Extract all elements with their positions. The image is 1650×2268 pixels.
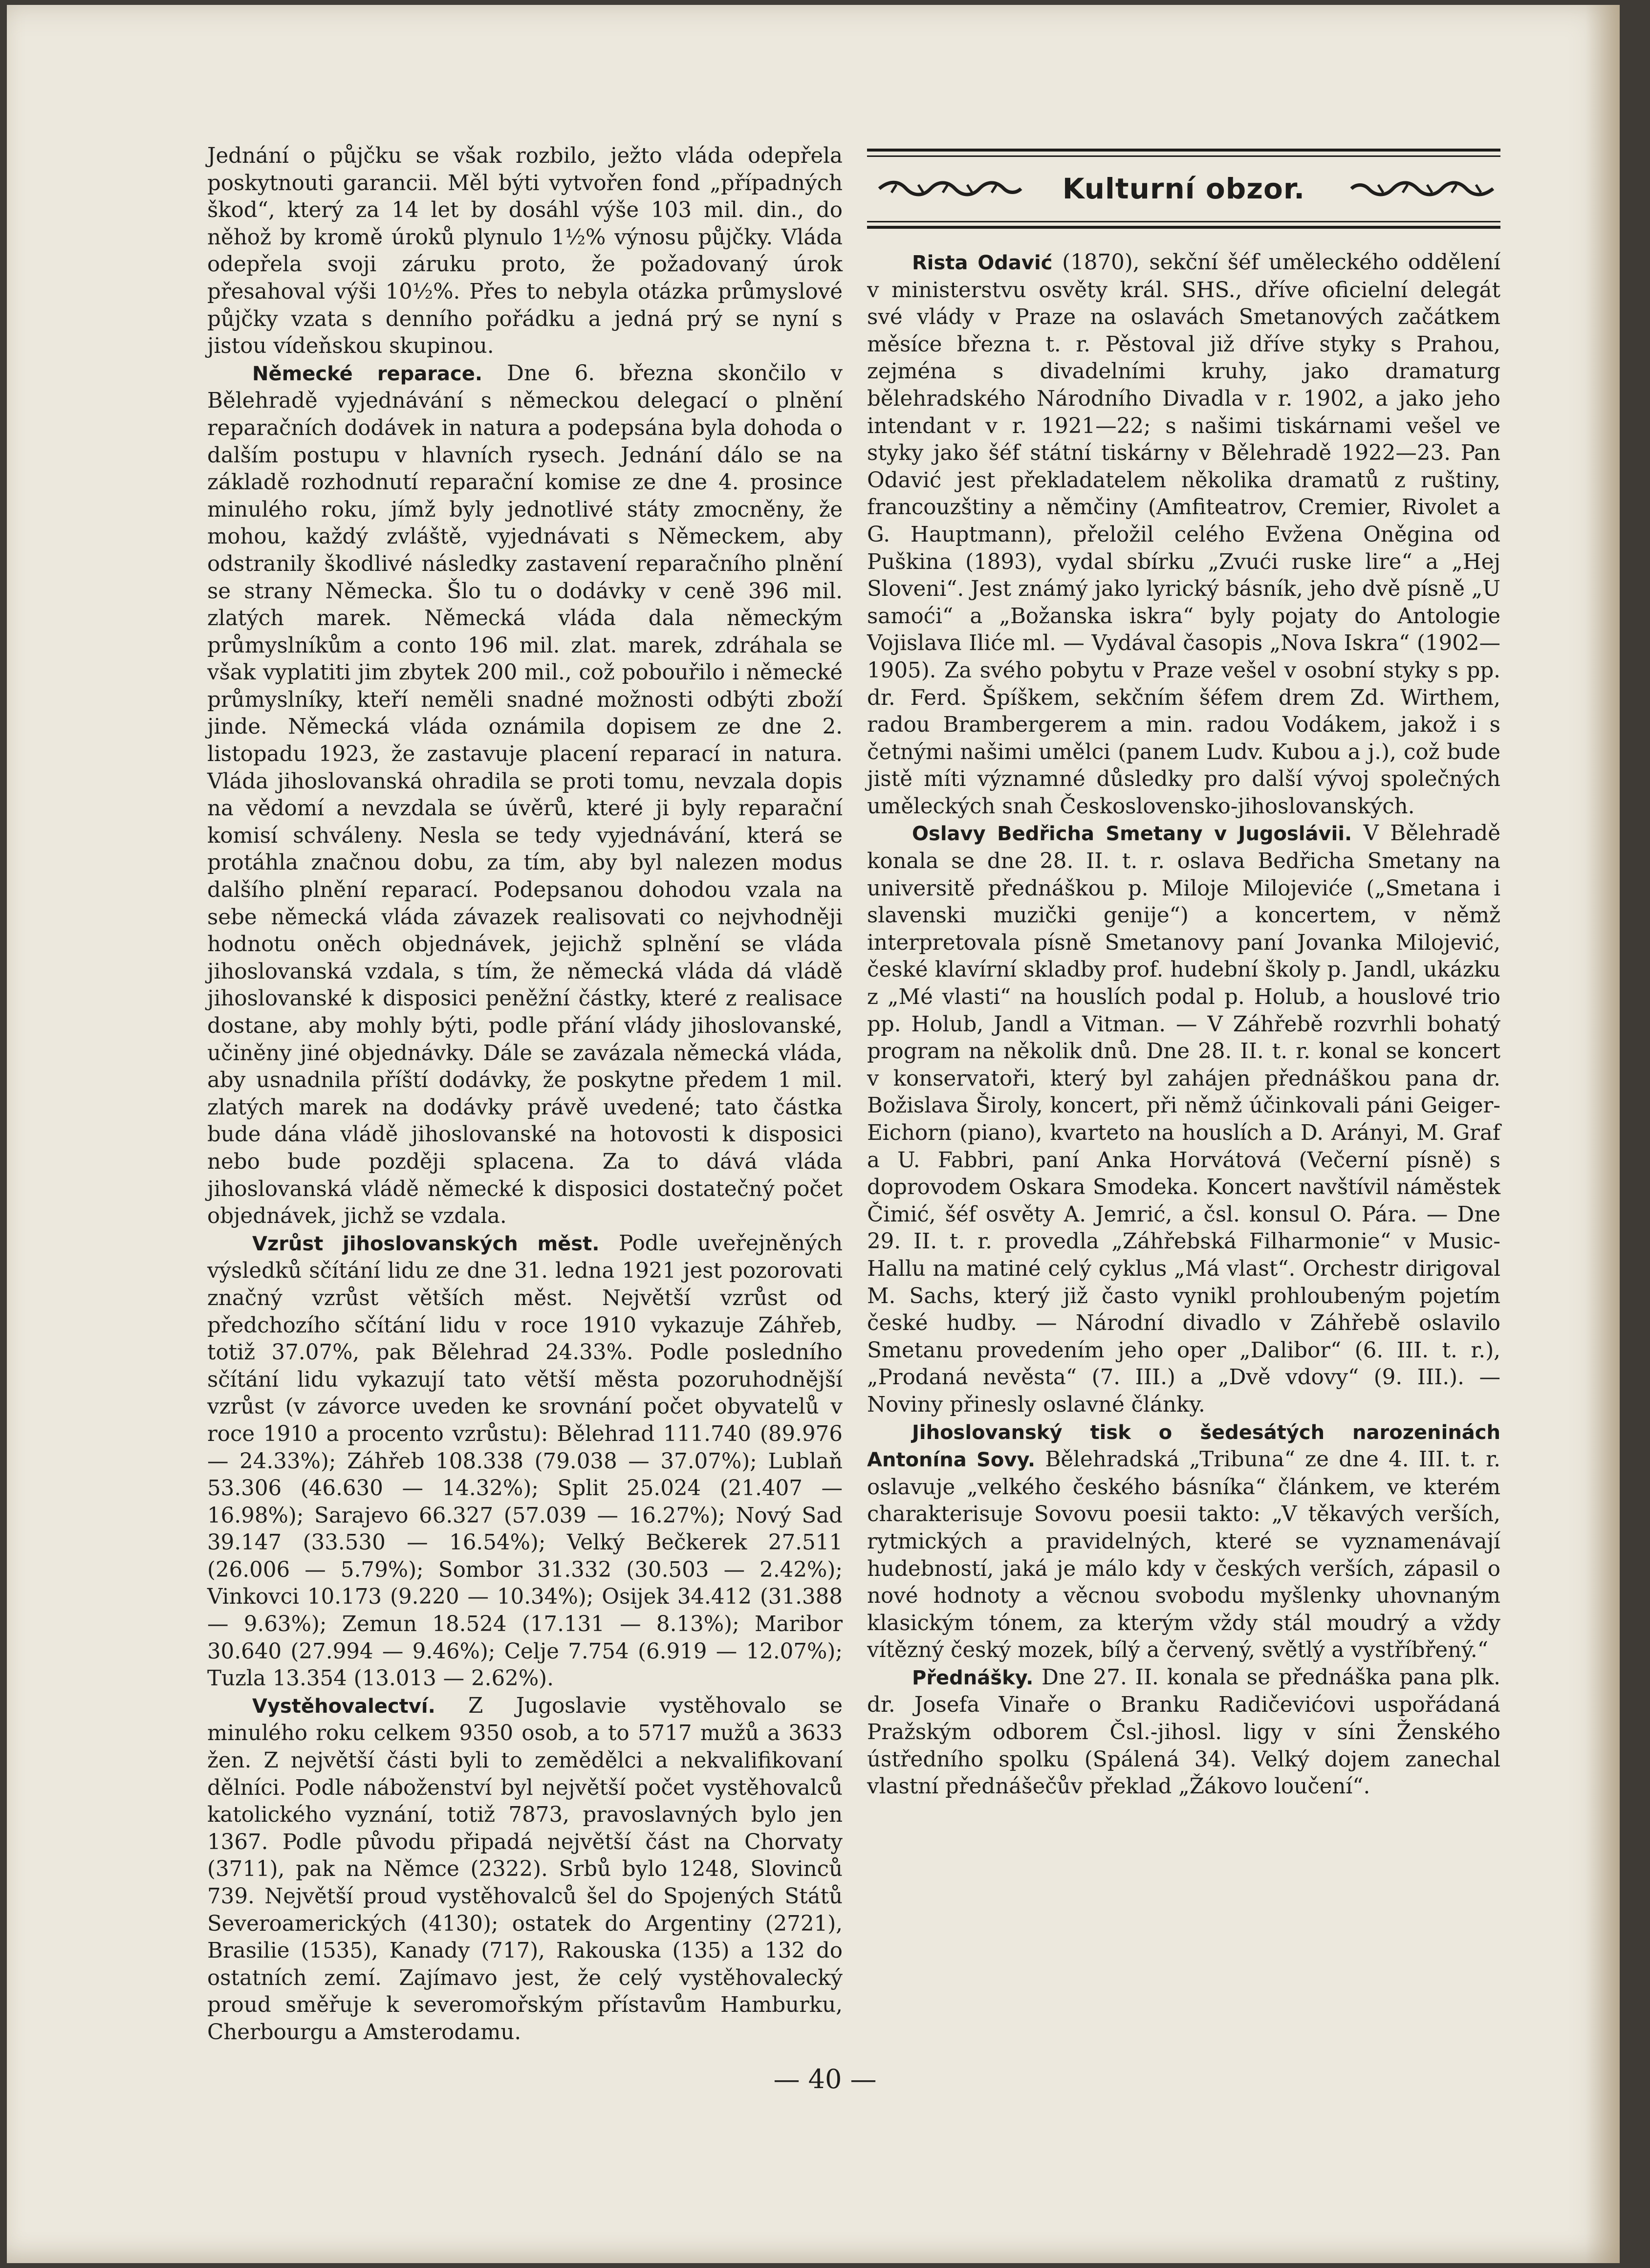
paragraph-heading: Vzrůst jihoslovanských měst. [252,1232,600,1255]
paragraph-text: Bělehradská „Tribuna“ ze dne 4. III. t. r. oslavuje „velkého českého básníka“ článkem, ve kterém charakterisuje Sovovu poesii takto: „V těkavých verších, rytmických a pravidelných, které se vyznamenávají hudebností, jaká je málo kdy v českých verších, zápasil o nové hodnoty a věcnou svobodu myšlenky uhovnaným klasickým tónem, za kterým vždy stál moudrý a vždy vítězný český mozek, bílý a červený, světlý a vystříbřený.“ [867,1447,1501,1663]
header-rule [867,155,1500,157]
paragraph-text: (1870), sekční šéf uměleckého oddělení v ministerstvu osvěty král. SHS., dříve oficielní delegát své vlády v Praze na oslavách Smetanových začátkem měsíce března t. r. Pěstoval již dříve styky s Prahou, zejména s divadelními kruhy, jako dramaturg bělehradského Národního Divadla v r. 1902, a jako jeho intendant v r. 1921—22; s našimi tiskárnami vešel ve styky jako šéf státní tiskárny v Bělehradě 1922—23. Pan Odavić jest překladatelem několika dramatů z ruštiny, francouzštiny a němčiny (Amfiteatrov, Cremier, Rivolet a G. Hauptmann), přeložil celého Evžena Oněgina od Puškina (1893), vydal sbírku „Zvući ruske lire“ a „Hej Sloveni“. Jest známý jako lyrický básník, jeho dvě písně „U samoći“ a „Božanska iskra“ byly pojaty do Antologie Vojislava Iliće ml. — Vydával časopis „Nova Iskra“ (1902—1905). Za svého pobytu v Praze vešel v osobní styky s pp. dr. Ferd. Špíškem, sekčním šéfem drem Zd. Wirthem, radou Brambergerem a min. radou Vodákem, jakož i s četnými našimi umělci (panem Ludv. Kubou a j.), což bude jistě míti významné důsledky pro další vývoj společných uměleckých snah Československo-jihoslovanských. [867,250,1501,819]
paragraph-text: Podle uveřejněných výsledků sčítání lidu ze dne 31. ledna 1921 jest pozorovati značný vzrůst větších měst. Největší vzrůst od předchozího sčítání lidu v roce 1910 vykazuje Záhřeb, totiž 37.07%, pak Bělehrad 24.33%. Podle posledního sčítání lidu vykazují tato větší města pozoruhodnější vzrůst (v závorce uveden ke srovnání počet obyvatelů v roce 1910 a procento vzrůstu): Bělehrad 111.740 (89.976 — 24.33%); Záhřeb 108.338 (79.038 — 37.07%); Lublaň 53.306 (46.630 — 14.32%); Split 25.024 (21.407 — 16.98%); Sarajevo 66.327 (57.039 — 16.27%); Nový Sad 39.147 (33.530 — 16.54%); Velký Bečkerek 27.511 (26.006 — 5.79%); Sombor 31.332 (30.503 — 2.42%); Vinkovci 10.173 (9.220 — 10.34%); Osijek 34.412 (31.388 — 9.63%); Zemun 18.524 (17.131 — 8.13%); Maribor 30.640 (27.994 — 9.46%); Celje 7.754 (6.919 — 12.07%); Tuzla 13.354 (13.013 — 2.62%). [207,1231,843,1691]
paragraph-odavic [867,249,1500,820]
paragraph-text: V Bělehradě konala se dne 28. II. t. r. oslava Bedřicha Smetany na universitě přednáškou p. Miloje Milojeviće („Smetana i slavenski muzički genije“) a koncertem, v němž interpretovala písně Smetanovy paní Jovanka Milojević, české klavírní skladby prof. hudební školy p. Jandl, ukázku z „Mé vlasti“ na houslích podal p. Holub, a houslové trio pp. Holub, Jandl a Vitman. — V Záhřebě rozvrhli bohatý program na několik dnů. Dne 28. II. t. r. konal se koncert v konservatoři, který byl zahájen přednáškou pana dr. Božislava Široly, koncert, při němž účinkovali páni Geiger-Eichorn (piano), kvarteto na houslích a D. Arányi, M. Graf a U. Fabbri, paní Anka Horvátová (Večerní písně) s doprovodem Oskara Smodeka. Koncert navštívil náměstek Čimić, šéf osvěty A. Jemrić, a čsl. konsul O. Pára. — Dne 29. II. t. r. provedla „Záhřebská Filharmonie“ v Music-Hallu na matiné celý cyklus „Má vlast“. Orchestr dirigoval M. Sachs, který již často vynikl prohloubeným pojetím české hudby. — Národní divadlo v Záhřebě oslavilo Smetanu provedením jeho oper „Dalibor“ (6. III. t. r.), „Prodaná nevěsta“ (7. III.) a „Dvě vdovy“ (9. III.). — Noviny přinesly oslavné články. [867,821,1500,1417]
ornament-right-icon [1349,178,1496,199]
page-number: — 40 — [773,2064,877,2094]
paragraph-city-growth [207,1230,843,1693]
paragraph-text: Z Jugoslavie vystěhovalo se minulého roku celkem 9350 osob, a to 5717 mužů a 3633 žen. Z největší části byli to zemědělci a nekvalifikovaní dělníci. Podle náboženství byl největší počet vystěhovalců katolického vyznání, totiž 7873, pravoslavných bylo jen 1367. Podle původu připadá největší část na Chorvaty (3711), pak na Němce (2322). Srbů bylo 1248, Slovinců 739. Největší proud vystěhovalců šel do Spojených Států Severoamerických (4130); ostatek do Argentiny (2721), Brasilie (1535), Kanady (717), Rakouska (135) a 132 do ostatních zemí. Zajímavo jest, že celý vystěhovalecký proud směřuje k severomořským přístavům Hamburku, Cherbourgu a Amsterodamu. [207,1693,843,2045]
paragraph-emigration [207,1693,843,2047]
paragraph-heading: Rista Odavić [912,252,1053,274]
paragraph-heading: Jihoslovanský tisk o šedesátých narozeninách Antonína Sovy. [867,1421,1500,1472]
header-rule [867,149,1500,152]
header-rule [867,221,1500,222]
paragraph-heading: Přednášky. [912,1666,1034,1689]
paragraph-heading: Německé reparace. [252,362,483,385]
paragraph-text: Dne 27. II. konala se přednáška pana plk. dr. Josefa Vinaře o Branku Radičevićovi uspořádaná Pražským odborem Čsl.-jihosl. ligy v síni Ženského ústředního spolku (Spálená 34). Velký dojem zanechal vlastní přednášečův překlad „Žákovo loučení“. [867,1665,1501,1799]
paragraph-reparations [207,360,843,1230]
paragraph-loan [207,143,843,360]
page-edge-stain [1585,5,1620,2263]
paragraph-text: Jednání o půjčku se však rozbilo, ježto vláda odepřela poskytnouti garancii. Měl býti vytvořen fond „případných škod“, který za 14 let by dosáhl výše 103 mil. din., do něhož by kromě úroků plynulo 1½% výnosu půjčky. Vláda odepřela svoji záruku proto, že požadovaný úrok přesahoval výši 10½%. Přes to nebyla otázka průmyslové půjčky vzata s denního pořádku a jedná prý se nyní s jistou vídeňskou skupinou. [207,144,843,359]
section-title: Kulturní obzor. [1062,172,1305,205]
paragraph-sova-press [867,1419,1500,1664]
paragraph-heading: Vystěhovalectví. [252,1695,435,1718]
header-rule [867,226,1500,229]
right-column [867,249,1500,1801]
paragraph-lectures [867,1664,1500,1801]
paragraph-text: Dne 6. března skončilo v Bělehradě vyjednávání s německou delegací o plnění reparačních dodávek in natura a podepsána byla dohoda o dalším postupu v hlavních rysech. Jednání dálo se na základě rozhodnutí reparační komise ze dne 4. prosince minulého roku, jímž byly jednotlivé státy zmocněny, že mohou, každý zvláště, vyjednávati s Německem, aby odstranily škodlivé následky zastavení reparačního plnění se strany Německa. Šlo tu o dodávky v ceně 396 mil. zlatých marek. Německá vláda dala německým průmyslníkům a conto 196 mil. zlat. marek, zdráhala se však vyplatiti jim zbytek 200 mil., což pobouřilo i německé průmyslníky, kteří neměli snadné možnosti odbýti zboží jinde. Německá vláda oznámila dopisem ze dne 2. listopadu 1923, že zastavuje placení reparací in natura. Vláda jihoslovanská ohradila se proti tomu, nevzala dopis na vědomí a nevzdala se úvěrů, které ji byly reparační komisí schváleny. Nesla se tedy vyjednávání, která se protáhla značnou dobu, za tím, aby byl nalezen modus dalšího plnění reparací. Podepsanou dohodou vzala na sebe německá vláda závazek realisovati co nejvhodněji hodnotu oněch objednávek, jejichž splnění se vláda jihoslovanská vzdala, s tím, že německá vláda dá vládě jihoslovanské k disposici peněžní částky, které z realisace dostane, aby mohly býti, podle přání vlády jihoslovanské, učiněny jiné objednávky. Dále se zavázala německá vláda, aby usnadnila příští dodávky, že poskytne předem 1 mil. zlatých marek na dodávky právě uvedené; tato částka bude dána vládě jihoslovanské na hotovosti k disposici nebo bude později splacena. Za to dává vláda jihoslovanská vládě německé k disposici dostatečný počet objednávek, jichž se vzdala. [207,361,843,1229]
left-column [207,143,843,2047]
paragraph-smetana-celebrations [867,820,1500,1418]
section-header [867,149,1500,232]
paragraph-heading: Oslavy Bedřicha Smetany v Jugoslávii. [912,823,1352,846]
